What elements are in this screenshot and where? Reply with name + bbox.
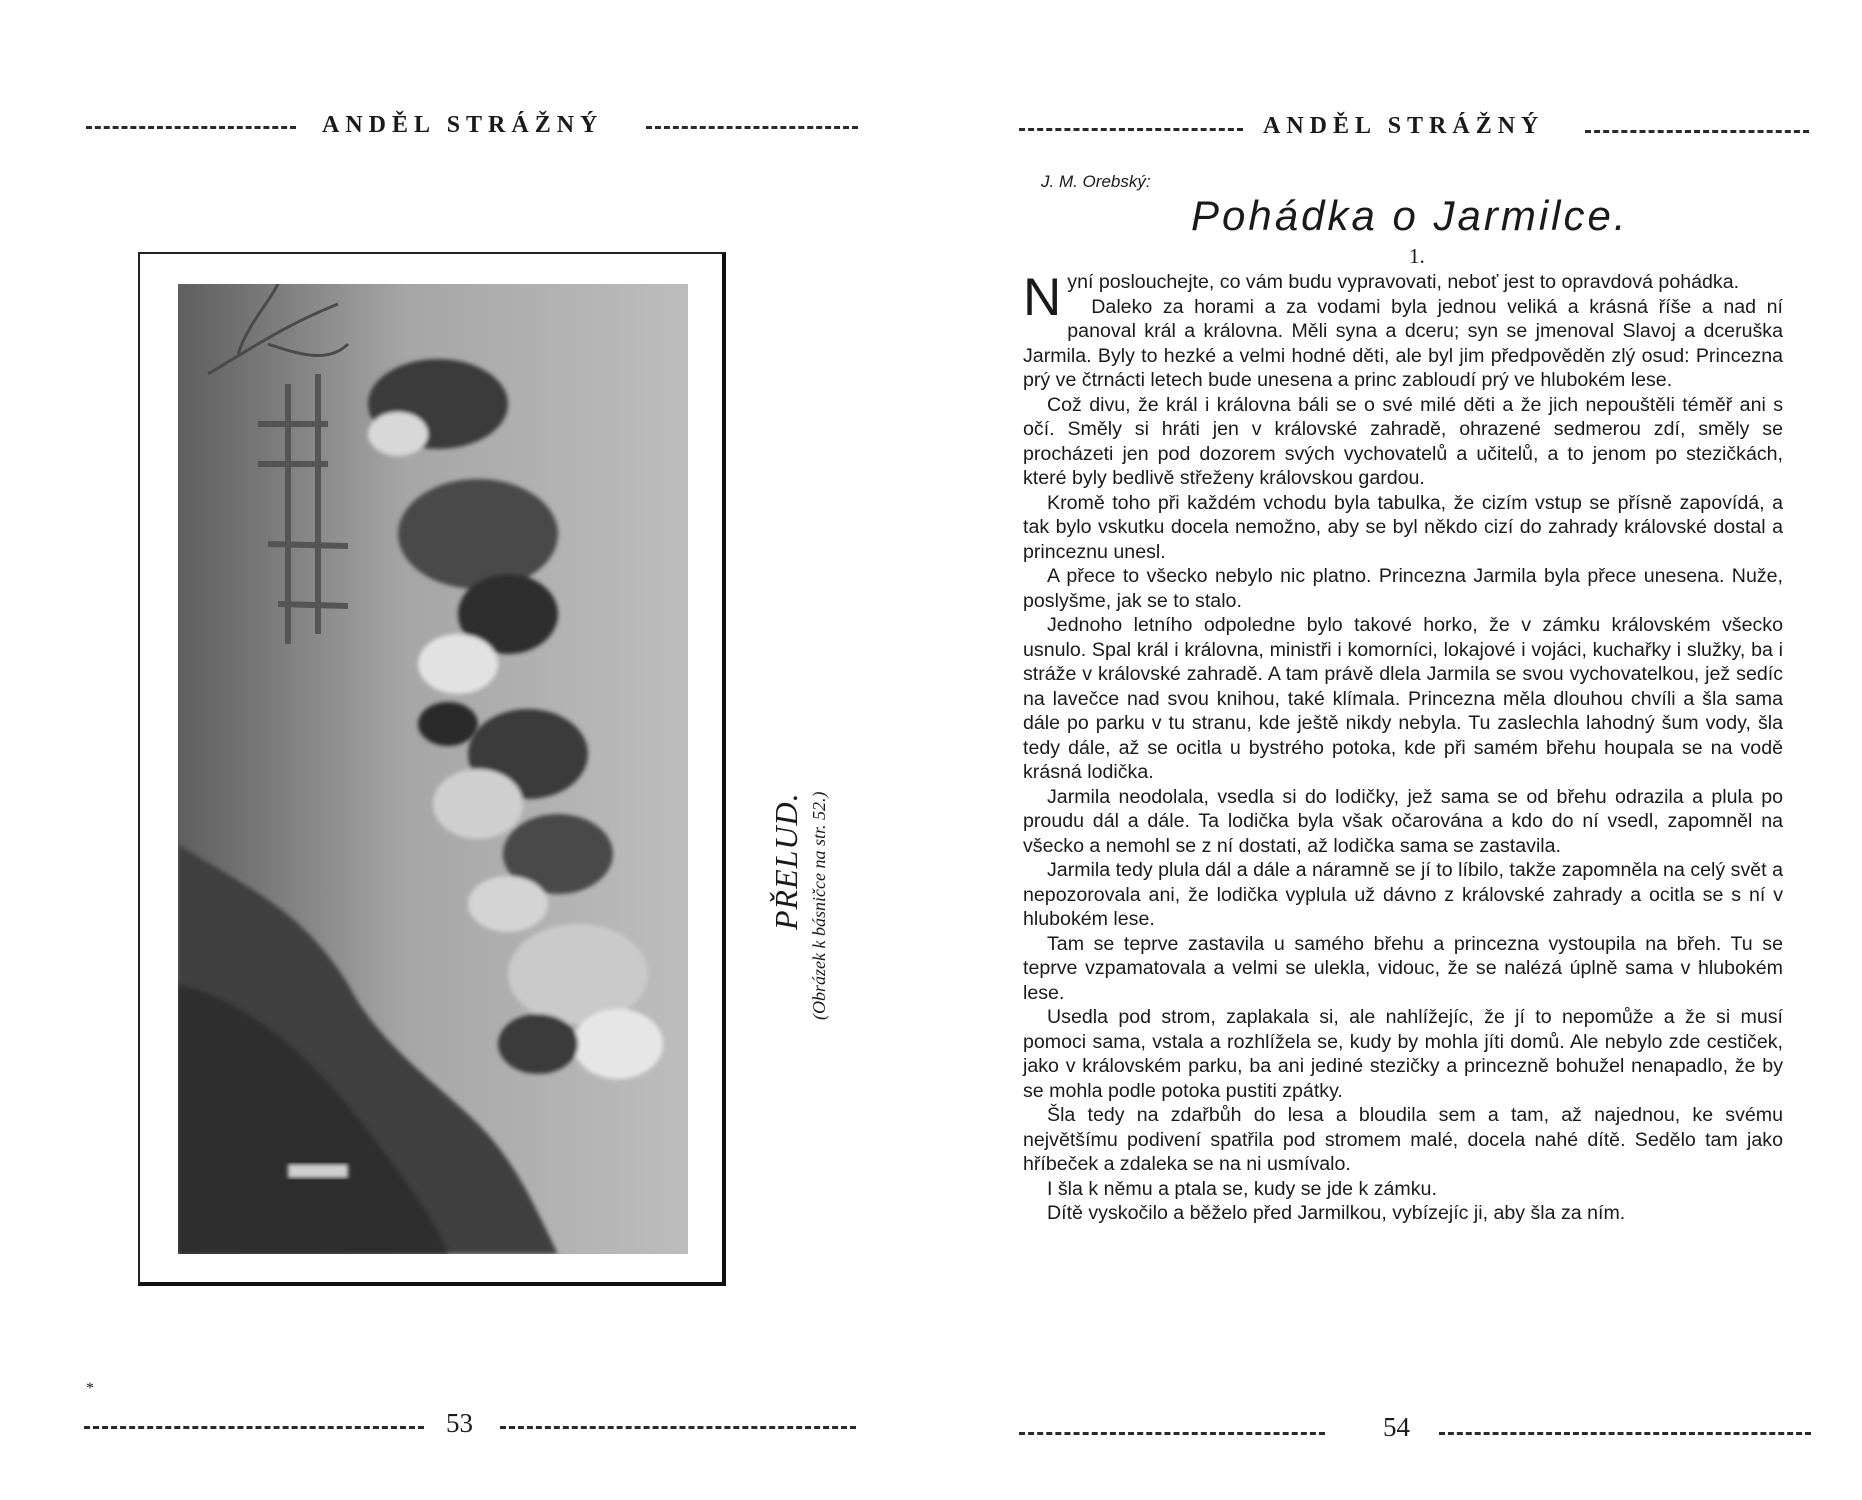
paragraph: Tam se teprve zastavila u samého břehu a princezna vystoupila na břeh. Tu se teprve vzpamatovala a velmi se ulekla, vidouc, že se nalézá úplně sama v hlubokém lese. xyxy=(1023,932,1783,1004)
paragraph xyxy=(1023,268,1783,327)
paragraph: I šla k němu a ptala se, kudy se jde k zámku. xyxy=(1047,1177,1437,1200)
header-rule-right xyxy=(1585,130,1809,133)
paragraph: Jednoho letního odpoledne bylo takové horko, že v zámku královském všecko usnulo. Spal král i královna, ministři i komorníci, lokajové i vojáci, kuchařky i služky, ba i stráže v královské zahradě. A tam právě dlela Jarmila se svou vychovatelkou, jež sedíc na lavečce nad svou knihou, také klímala. Princezna měla dlouhou chvíli a šla sama dále po parku v tu stranu, kde ještě nikdy nebyla. Tu zaslechla lahodný šum vody, šla tedy dále, až se ocitla u bystrého potoka, kde při samém břehu houpala se na vodě krásná lodička. xyxy=(1023,614,1783,783)
running-head: ANDĚL STRÁŽNÝ xyxy=(322,112,604,138)
story-body xyxy=(1023,270,1783,1226)
picture-frame xyxy=(138,252,726,1286)
paragraph: Což divu, že král i královna báli se o své milé děti a že jich nepouštěli téměř ani s očí. Směly si hráti jen v královské zahradě, ohrazené sedmerou zdí, směly se procházeti jen pod dozorem svých vychovatelů a učitelů, a to jenom po stezičkách, které byly bedlivě střeženy královskou gardou. xyxy=(1023,393,1783,489)
paragraph: Daleko za horami a za vodami byla jednou veliká a krásná říše a nad ní panoval král a královna. Měli syna a dceru; syn se jmenoval Slavoj a dceruška Jarmila. Byly to hezké a velmi hodné děti, ale byl jim předpověděn zlý osud: Princezna prý ve čtrnácti letech bude unesena a princ zabloudí prý ve hlubokém lese. xyxy=(1023,295,1783,391)
paragraph: Usedla pod strom, zaplakala si, ale nahlížejíc, že jí to nepomůže a že si musí pomoci sama, vstala a rozhlížela se, kudy by mohla jíti domů. Ale nebylo zde cestiček, jako v královském parku, ba ani jediné stezičky a princezně bohužel nenapadlo, že by se mohla podle potoka pustiti zpátky. xyxy=(1023,1006,1783,1102)
header-rule-left xyxy=(86,126,296,129)
footer-rule-left xyxy=(84,1426,424,1429)
illustration-cats xyxy=(178,284,688,1254)
caption-subtitle: (Obrázek k básničce na str. 52.) xyxy=(809,791,829,1020)
footer-rule-left xyxy=(1019,1432,1325,1435)
drop-cap: N xyxy=(1023,268,1062,327)
stray-mark: * xyxy=(86,1380,94,1397)
story-title: Pohádka o Jarmilce. xyxy=(1191,192,1629,239)
page-number-right: 54 xyxy=(1383,1412,1410,1442)
chapter-number: 1. xyxy=(1409,244,1425,268)
paragraph: Dítě vyskočilo a běželo před Jarmilkou, vybízejíc ji, aby šla za ním. xyxy=(1047,1202,1626,1224)
running-head: ANDĚL STRÁŽNÝ xyxy=(1263,113,1545,139)
caption-title: PŘELUD. xyxy=(768,792,804,930)
footer-rule-right xyxy=(1439,1432,1811,1435)
page-number-left: 53 xyxy=(446,1408,473,1438)
header-rule-right xyxy=(646,126,858,129)
illustration-graphic xyxy=(178,284,688,1254)
footer-rule-right xyxy=(500,1426,856,1429)
paragraph-text: yní poslouchejte, co vám budu vypravovati, neboť jest to opravdová pohádka. xyxy=(1067,271,1740,293)
paragraph: Jarmila neodolala, vsedla si do lodičky, jež sama se od břehu odrazila a plula po proudu dál a dále. Ta lodička byla však očarována a kdo do ní vsedl, zapomněl na všecko a nemohl se z ní dostati, až lodička sama se zastavila. xyxy=(1023,785,1783,857)
paragraph: Jarmila tedy plula dál a dále a náramně se jí to líbilo, takže zapomněla na celý svět a nepozorovala ani, že lodička vyplula už dávno z královské zahrady a ocitla se s ní v hlubokém lese. xyxy=(1023,859,1783,930)
right-page xyxy=(931,0,1862,1500)
header-rule-left xyxy=(1019,128,1243,131)
author-name: J. M. Orebský: xyxy=(1041,172,1151,191)
picture-caption xyxy=(768,791,830,1020)
paragraph: A přece to všecko nebylo nic platno. Princezna Jarmila byla přece unesena. Nuže, poslyšme, jak se to stalo. xyxy=(1023,565,1783,612)
paragraph: Kromě toho při každém vchodu byla tabulka, že cizím vstup se přísně zapovídá, a tak bylo vskutku docela nemožno, aby se byl někdo cizí do zahrady královské dostal a princeznu unesl. xyxy=(1023,491,1783,563)
paragraph: Šla tedy na zdařbůh do lesa a bloudila sem a tam, až najednou, ke svému největšímu podivení spatřila pod stromem malé, docela nahé dítě. Sedělo tam jako hříbeček a zdaleka se na ni usmívalo. xyxy=(1023,1104,1783,1175)
